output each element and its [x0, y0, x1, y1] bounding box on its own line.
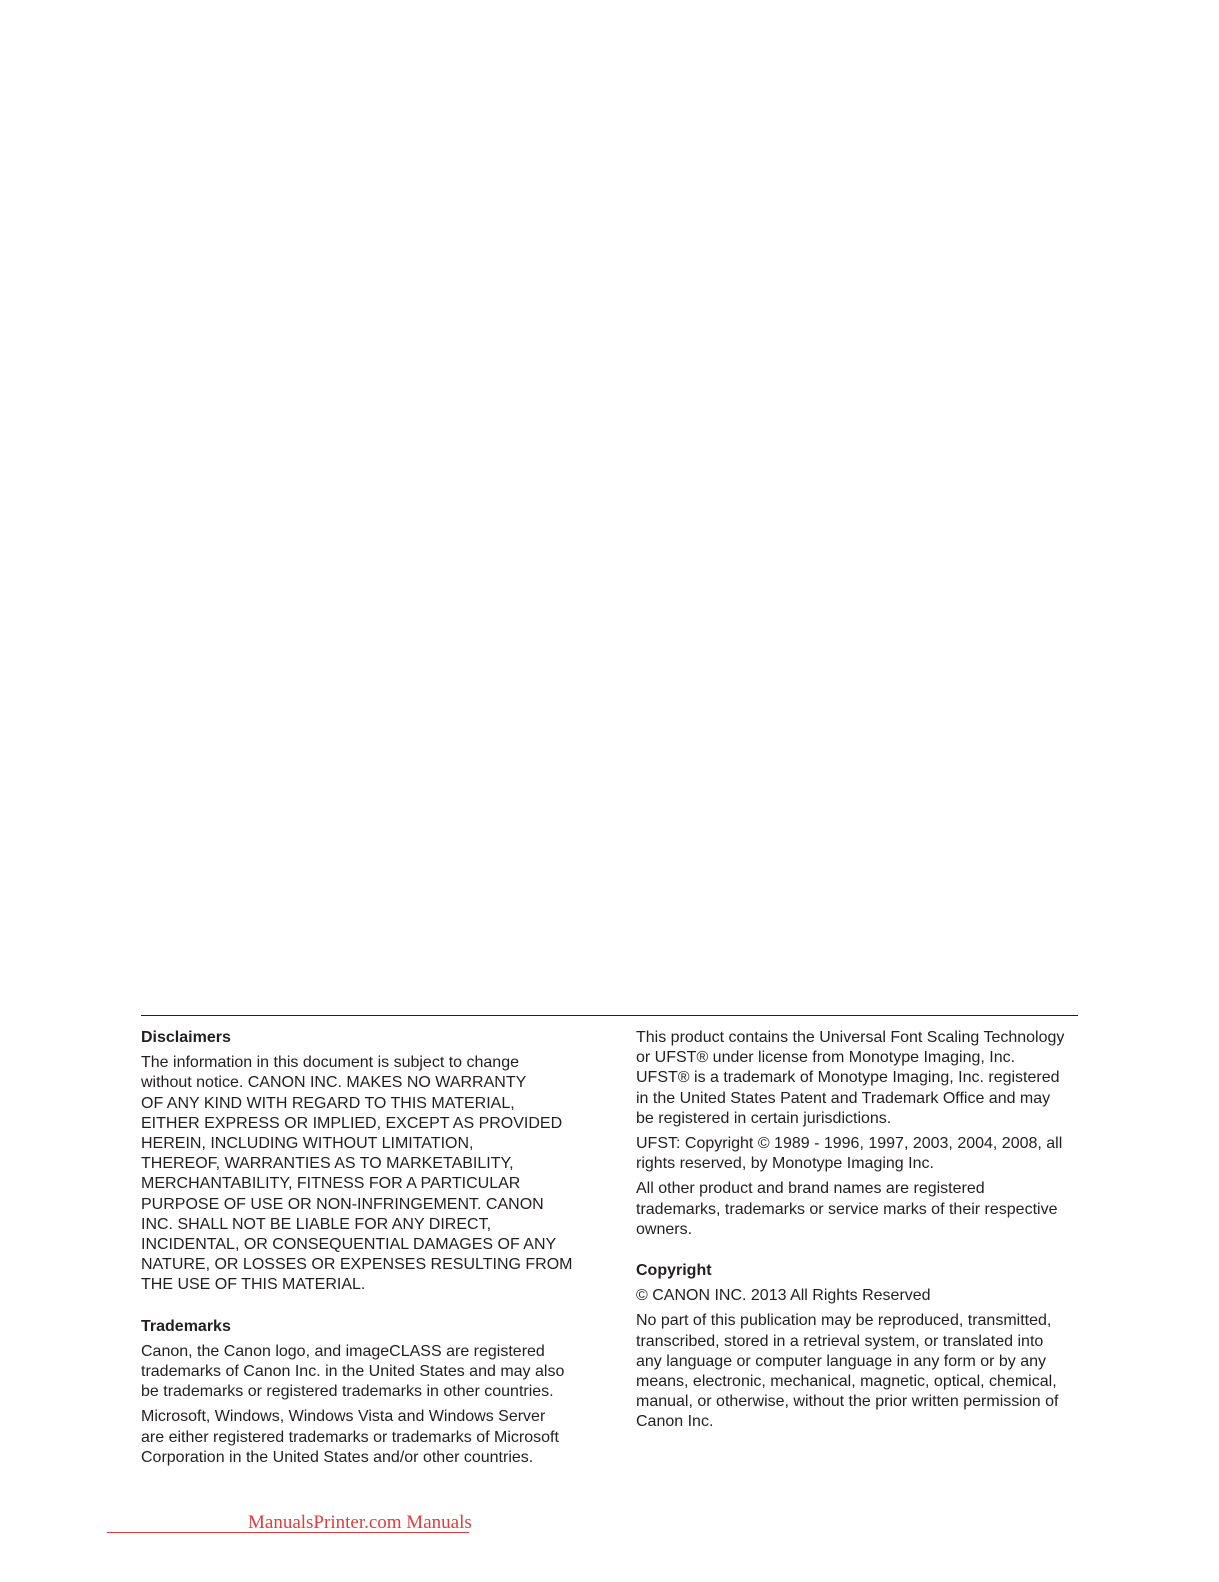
section-divider	[141, 1015, 1078, 1016]
right-column	[636, 1028, 1084, 1438]
ufst-copyright-text: UFST: Copyright © 1989 - 1996, 1997, 2003, 2004, 2008, all rights reserved, by Monotype Imaging Inc.	[636, 1135, 1063, 1173]
trademarks-heading: Trademarks	[141, 1317, 231, 1335]
copyright-line: © CANON INC. 2013 All Rights Reserved	[636, 1287, 931, 1305]
watermark-underline	[107, 1532, 469, 1533]
disclaimers-heading: Disclaimers	[141, 1029, 231, 1046]
watermark-link[interactable]: ManualsPrinter.com Manuals	[248, 1512, 472, 1533]
ufst-license-text: This product contains the Universal Font Scaling Technology or UFST® under license from Monotype Imaging, Inc. UFST® is a trademark of Monotype Imaging, Inc. registered in the United States Patent and Trademark Office and may be registered in certain jurisdictions.	[636, 1029, 1065, 1127]
copyright-text: No part of this publication may be reproduced, transmitted, transcribed, stored in a retrieval system, or translated into any language or computer language in any form or by any means, electronic, mechanical, magnetic, optical, chemical, manual, or otherwise, without the prior written permission of Canon Inc.	[636, 1312, 1059, 1431]
other-brands-text: All other product and brand names are registered trademarks, trademarks or service marks of their respective owners.	[636, 1180, 1058, 1238]
copyright-heading: Copyright	[636, 1262, 712, 1280]
trademarks-text-canon: Canon, the Canon logo, and imageCLASS are registered trademarks of Canon Inc. in the United States and may also be trademarks or registered trademarks in other countries.	[141, 1342, 565, 1401]
left-column	[141, 1028, 591, 1473]
spacer	[141, 1301, 591, 1317]
disclaimers-text: The information in this document is subject to change without notice. CANON INC. MAKES NO WARRANTY OF ANY KIND WITH REGARD TO THIS MATERIAL, EITHER EXPRESS OR IMPLIED, EXCEPT AS PROVIDED HEREIN, INCLUDING WITHOUT LIMITATION, THEREOF, WARRANTIES AS TO MARKETABILITY, MERCHANTABILITY, FITNESS FOR A PARTICULAR PURPOSE OF USE OR NON-INFRINGEMENT. CANON INC. SHALL NOT BE LIABLE FOR ANY DIRECT, INCIDENTAL, OR CONSEQUENTIAL DAMAGES OF ANY NATURE, OR LOSSES OR EXPENSES RESULTING FROM THE USE OF THIS MATERIAL.	[141, 1054, 573, 1294]
spacer	[636, 1245, 1084, 1261]
trademarks-text-microsoft: Microsoft, Windows, Windows Vista and Windows Server are either registered trademarks or trademarks of Microsoft Corporation in the United States and/or other countries.	[141, 1408, 559, 1466]
